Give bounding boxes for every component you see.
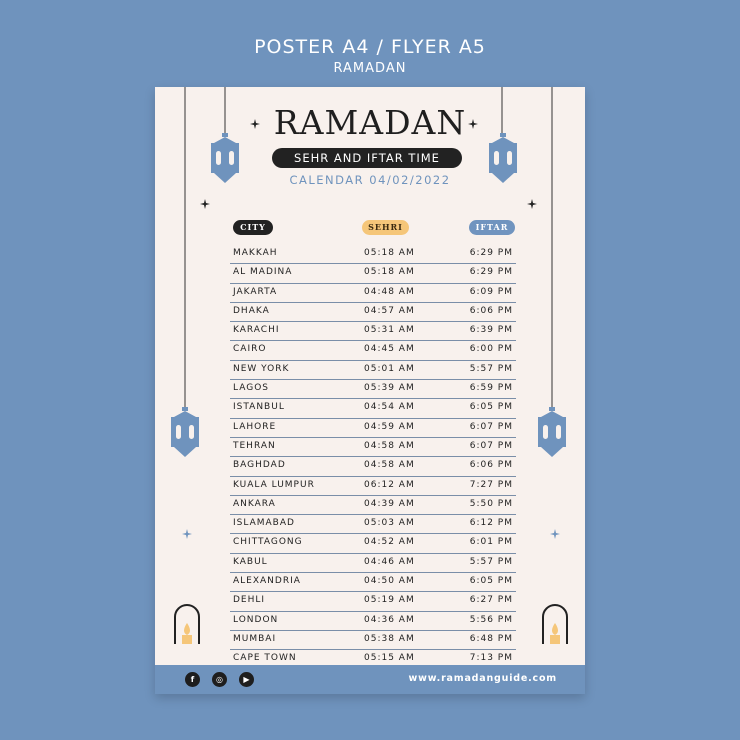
city-cell: AL MADINA bbox=[233, 267, 293, 278]
candle-arch-icon bbox=[173, 604, 201, 644]
city-cell: ISLAMABAD bbox=[233, 518, 295, 529]
sehri-cell: 04:59 AM bbox=[364, 421, 415, 432]
sehri-cell: 05:39 AM bbox=[364, 383, 415, 394]
iftar-cell: 6:48 PM bbox=[469, 633, 513, 644]
city-cell: KABUL bbox=[233, 556, 268, 567]
iftar-cell: 6:05 PM bbox=[469, 402, 513, 413]
iftar-cell: 5:57 PM bbox=[469, 363, 513, 374]
iftar-cell: 6:29 PM bbox=[469, 267, 513, 278]
iftar-cell: 6:00 PM bbox=[469, 344, 513, 355]
sehri-cell: 04:36 AM bbox=[364, 614, 415, 625]
ramadan-poster bbox=[155, 87, 585, 694]
iftar-cell: 7:27 PM bbox=[469, 479, 513, 490]
city-cell: KUALA LUMPUR bbox=[233, 479, 315, 490]
iftar-cell: 6:06 PM bbox=[469, 305, 513, 316]
table-row bbox=[230, 341, 516, 360]
table-row bbox=[230, 515, 516, 534]
prayer-times-table bbox=[230, 245, 516, 670]
table-row bbox=[230, 612, 516, 631]
table-row bbox=[230, 303, 516, 322]
city-cell: ALEXANDRIA bbox=[233, 576, 301, 587]
iftar-cell: 6:07 PM bbox=[469, 440, 513, 451]
table-row bbox=[230, 399, 516, 418]
iftar-cell: 6:01 PM bbox=[469, 537, 513, 548]
sehri-cell: 05:01 AM bbox=[364, 363, 415, 374]
sehri-cell: 04:54 AM bbox=[364, 402, 415, 413]
sehri-cell: 05:03 AM bbox=[364, 518, 415, 529]
city-cell: TEHRAN bbox=[233, 440, 276, 451]
sehri-cell: 04:58 AM bbox=[364, 460, 415, 471]
table-row bbox=[230, 245, 516, 264]
facebook-icon[interactable]: f bbox=[185, 672, 200, 687]
iftar-cell: 6:09 PM bbox=[469, 286, 513, 297]
table-row bbox=[230, 284, 516, 303]
city-cell: JAKARTA bbox=[233, 286, 278, 297]
table-row bbox=[230, 534, 516, 553]
poster-title: RAMADAN bbox=[273, 103, 467, 142]
city-cell: LONDON bbox=[233, 614, 279, 625]
city-cell: CAIRO bbox=[233, 344, 267, 355]
iftar-cell: 6:07 PM bbox=[469, 421, 513, 432]
iftar-cell: 7:13 PM bbox=[469, 653, 513, 664]
table-row bbox=[230, 419, 516, 438]
poster-size-subtitle: RAMADAN bbox=[333, 61, 407, 76]
table-row bbox=[230, 477, 516, 496]
table-row bbox=[230, 496, 516, 515]
sehri-cell: 05:19 AM bbox=[364, 595, 415, 606]
table-row bbox=[230, 554, 516, 573]
city-cell: KARACHI bbox=[233, 325, 280, 336]
sparkle-icon bbox=[550, 529, 560, 539]
sehri-cell: 05:15 AM bbox=[364, 653, 415, 664]
iftar-cell: 6:39 PM bbox=[469, 325, 513, 336]
youtube-icon[interactable]: ▶ bbox=[239, 672, 254, 687]
calendar-date: CALENDAR 04/02/2022 bbox=[289, 173, 451, 187]
iftar-cell: 5:50 PM bbox=[469, 498, 513, 509]
table-row bbox=[230, 631, 516, 650]
sehri-cell: 04:48 AM bbox=[364, 286, 415, 297]
city-cell: BAGHDAD bbox=[233, 460, 286, 471]
column-header-sehri: SEHRI bbox=[362, 220, 409, 235]
city-cell: ANKARA bbox=[233, 498, 276, 509]
instagram-icon[interactable]: ◎ bbox=[212, 672, 227, 687]
poster-size-title: POSTER A4 / FLYER A5 bbox=[254, 36, 486, 58]
lantern-icon bbox=[535, 407, 569, 459]
table-row bbox=[230, 380, 516, 399]
website-link[interactable]: www.ramadanguide.com bbox=[408, 673, 557, 684]
table-row bbox=[230, 457, 516, 476]
city-cell: DEHLI bbox=[233, 595, 266, 606]
sparkle-icon bbox=[182, 529, 192, 539]
table-row bbox=[230, 361, 516, 380]
city-cell: CHITTAGONG bbox=[233, 537, 303, 548]
sehri-cell: 04:52 AM bbox=[364, 537, 415, 548]
city-cell: DHAKA bbox=[233, 305, 270, 316]
city-cell: MUMBAI bbox=[233, 633, 277, 644]
city-cell: CAPE TOWN bbox=[233, 653, 297, 664]
iftar-cell: 6:27 PM bbox=[469, 595, 513, 606]
table-row bbox=[230, 592, 516, 611]
iftar-cell: 6:29 PM bbox=[469, 248, 513, 258]
table-row bbox=[230, 264, 516, 283]
sparkle-icon bbox=[200, 199, 210, 209]
poster-subtitle: SEHR AND IFTAR TIME bbox=[272, 148, 462, 168]
iftar-cell: 6:05 PM bbox=[469, 576, 513, 587]
column-header-city: CITY bbox=[233, 220, 273, 235]
iftar-cell: 5:57 PM bbox=[469, 556, 513, 567]
city-cell: ISTANBUL bbox=[233, 402, 285, 413]
table-row bbox=[230, 573, 516, 592]
table-row bbox=[230, 438, 516, 457]
sehri-cell: 04:50 AM bbox=[364, 576, 415, 587]
iftar-cell: 6:06 PM bbox=[469, 460, 513, 471]
sehri-cell: 05:18 AM bbox=[364, 248, 415, 258]
sehri-cell: 04:58 AM bbox=[364, 440, 415, 451]
city-cell: NEW YORK bbox=[233, 363, 290, 374]
city-cell: MAKKAH bbox=[233, 248, 278, 258]
city-cell: LAGOS bbox=[233, 383, 269, 394]
iftar-cell: 5:56 PM bbox=[469, 614, 513, 625]
table-row bbox=[230, 322, 516, 341]
sehri-cell: 06:12 AM bbox=[364, 479, 415, 490]
sehri-cell: 05:38 AM bbox=[364, 633, 415, 644]
sehri-cell: 04:57 AM bbox=[364, 305, 415, 316]
sparkle-icon bbox=[527, 199, 537, 209]
candle-arch-icon bbox=[541, 604, 569, 644]
city-cell: LAHORE bbox=[233, 421, 277, 432]
sehri-cell: 05:31 AM bbox=[364, 325, 415, 336]
sehri-cell: 04:45 AM bbox=[364, 344, 415, 355]
sehri-cell: 04:39 AM bbox=[364, 498, 415, 509]
poster-footer bbox=[155, 665, 585, 694]
column-header-iftar: IFTAR bbox=[469, 220, 515, 235]
iftar-cell: 6:12 PM bbox=[469, 518, 513, 529]
sehri-cell: 04:46 AM bbox=[364, 556, 415, 567]
sehri-cell: 05:18 AM bbox=[364, 267, 415, 278]
lantern-icon bbox=[168, 407, 202, 459]
iftar-cell: 6:59 PM bbox=[469, 383, 513, 394]
